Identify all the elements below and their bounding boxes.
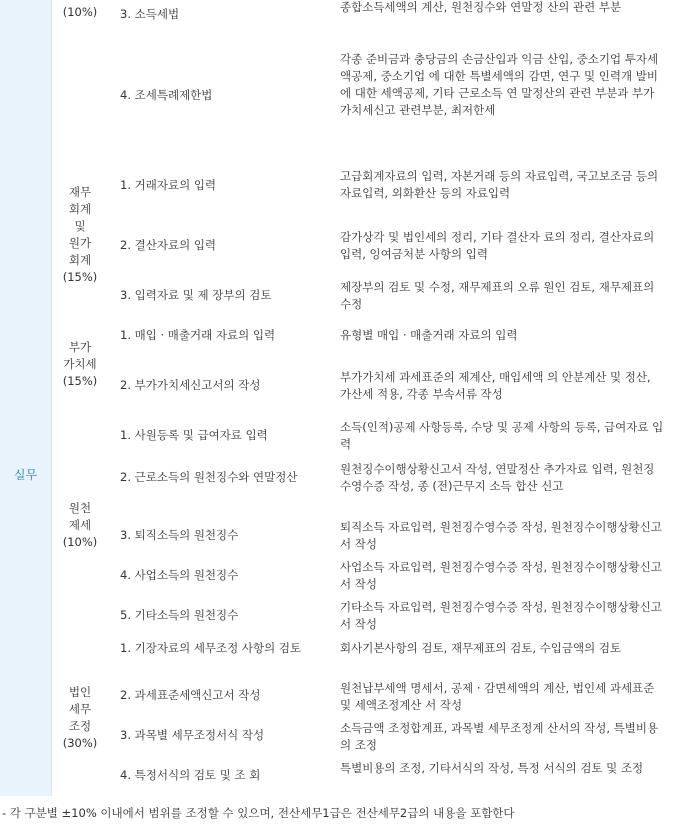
- table-row-item: 1. 사원등록 및 급여자료 입력: [120, 428, 268, 442]
- table-row-desc: 사업소득 자료입력, 원천징수영수증 작성, 원천징수이행상황신고서 작성: [340, 560, 662, 591]
- category-label: 법인 세무 조정 (30%): [62, 685, 98, 750]
- table-row-item: 4. 특정서식의 검토 및 조 회: [120, 768, 261, 782]
- section-label: 실무: [13, 468, 38, 482]
- table-row-desc: 원천징수이행상황신고서 작성, 연말정산 추가자료 입력, 원천징수영수증 작성, 종 (전)근무지 소득 합산 신고: [340, 462, 655, 493]
- table-row-item: 3. 입력자료 및 제 장부의 검토: [120, 288, 272, 302]
- table-row-item: 2. 결산자료의 입력: [120, 238, 217, 252]
- table-row-item: 3. 퇴직소득의 원천징수: [120, 528, 239, 542]
- table-row-desc: 소득금액 조정합계표, 과목별 세무조정계 산서의 작성, 특별비용의 조정: [340, 721, 659, 752]
- table-row-desc: 회사기본사항의 검토, 재무제표의 검토, 수입금액의 검토: [340, 641, 622, 655]
- table-row-desc: 퇴직소득 자료입력, 원천징수영수증 작성, 원천징수이행상황신고서 작성: [340, 520, 662, 551]
- table-row-desc: 제장부의 검토 및 수정, 재무제표의 오류 원인 검토, 재무제표의 수정: [340, 280, 655, 311]
- table-row-item: 1. 기장자료의 세무조정 사항의 검토: [120, 641, 302, 655]
- table-row-desc: 유형별 매입 · 매출거래 자료의 입력: [340, 328, 518, 342]
- table-row-desc: 각종 준비금과 충당금의 손금산입과 익금 산입, 중소기업 투자세액공제, 중소기업 에 대한 특별세액의 감면, 연구 및 인력개 발비에 대한 세액공제, 기타 근로소득 연 말정산의 관련 부분과 부가가치세신고 관련부분, 최저한세: [340, 52, 659, 117]
- category-label: (10%): [62, 5, 98, 19]
- table-row-desc: 부가가치세 과세표준의 제계산, 매입세액 의 안분계산 및 정산, 가산세 적용, 각종 부속서류 작성: [340, 370, 651, 401]
- section-sidebar: [0, 0, 52, 796]
- table-row-item: 2. 부가가치세신고서의 작성: [120, 378, 261, 392]
- table-row-desc: 소득(인적)공제 사항등록, 수당 및 공제 사항의 등록, 급여자료 입력: [340, 420, 664, 451]
- table-row-desc: 감가상각 및 법인세의 정리, 기타 결산자 료의 정리, 결산자료의 입력, 잉여금처분 사항의 입력: [340, 230, 655, 261]
- table-row-item: 3. 과목별 세무조정서식 작성: [120, 728, 265, 742]
- category-label: 재무 회계 및 원가 회계 (15%): [62, 185, 98, 284]
- table-row-item: 1. 매입 · 매출거래 자료의 입력: [120, 328, 276, 342]
- table-row-desc: 원천납부세액 명세서, 공제 · 감면세액의 계산, 법인세 과세표준 및 세액조정계산 서 작성: [340, 681, 655, 712]
- table-row-desc: 고급회계자료의 입력, 자본거래 등의 자료입력, 국고보조금 등의 자료입력, 외화환산 등의 자료입력: [340, 169, 659, 200]
- table-row-item: 5. 기타소득의 원천징수: [120, 608, 239, 622]
- category-label: 부가 가치세 (15%): [62, 340, 98, 388]
- footnote: - 각 구분별 ±10% 이내에서 범위를 조정할 수 있으며, 전산세무1급은 전산세무2급의 내용을 포함한다: [2, 806, 515, 820]
- table-row-item: 4. 사업소득의 원천징수: [120, 568, 239, 582]
- table-row-item: 2. 과세표준세액신고서 작성: [120, 688, 261, 702]
- table-row-item: 2. 근로소득의 원천징수와 연말정산: [120, 470, 298, 484]
- table-row-desc: 종합소득세액의 계산, 원천징수와 연말정 산의 관련 부분: [340, 0, 622, 14]
- table-row-item: 3. 소득세법: [120, 7, 180, 21]
- category-label: 원천 제세 (10%): [62, 501, 98, 549]
- table-row-desc: 특별비용의 조정, 기타서식의 작성, 특정 서식의 검토 및 조정: [340, 761, 644, 775]
- table-row-item: 4. 조세특례제한법: [120, 88, 213, 102]
- table-row-desc: 기타소득 자료입력, 원천징수영수증 작성, 원천징수이행상황신고서 작성: [340, 600, 662, 631]
- table-row-item: 1. 거래자료의 입력: [120, 178, 217, 192]
